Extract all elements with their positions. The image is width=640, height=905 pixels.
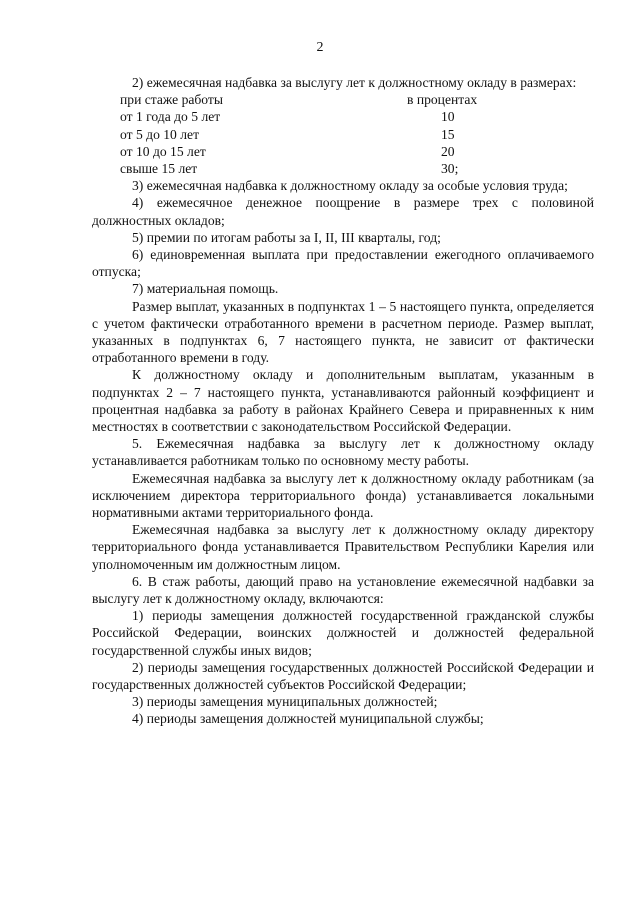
paragraph-clause-5: 5. Ежемесячная надбавка за выслугу лет к должностному окладу устанавливается работникам только по основному месту работы. [92,436,594,469]
table-header-percent: в процентах [407,92,478,108]
service-years-table [92,91,594,177]
table-cell-range: от 10 до 15 лет [120,143,206,159]
table-row [92,160,594,177]
table-header-experience: при стаже работы [120,92,224,108]
table-row [92,143,594,160]
table-cell-value: 15 [441,126,455,142]
table-cell-value: 20 [441,143,455,159]
table-cell-value: 10 [441,109,455,125]
table-cell-range: от 1 года до 5 лет [120,109,221,125]
table-header-row [92,91,594,108]
paragraph-special-conditions: 3) ежемесячная надбавка к должностному окладу за особые условия труда; [132,178,568,194]
page-number: 2 [316,40,324,55]
table-cell-range: от 5 до 10 лет [120,126,200,142]
table-cell-range: свыше 15 лет [120,160,198,176]
paragraph-local-acts: Ежемесячная надбавка за выслугу лет к должностному окладу работникам (за исключением директора территориального фонда) устанавливается локальными нормативными актами территориального фонда. [92,470,594,520]
paragraph-payment-amount: Размер выплат, указанных в подпунктах 1 – 5 настоящего пункта, определяется с учетом фактически отработанного времени в расчетном периоде. Размер выплат, указанных в подпунктах 6, 7 настоящего пункта, не зависит от фактически отработанного времени в году. [92,298,594,366]
paragraph-municipal-service: 4) периоды замещения должностей муниципальной службы; [132,711,484,727]
paragraph-material-aid: 7) материальная помощь. [132,281,279,297]
paragraph-monetary-incentive: 4) ежемесячное денежное поощрение в размере трех с половиной должностных окладов; [92,195,594,228]
paragraph-regional-coefficient: К должностному окладу и дополнительным выплатам, указанным в подпунктах 2 – 7 настоящего пункта, устанавливаются районный коэффициент и процентная надбавка за работу в районах Крайнего Севера и приравненных к ним местностях в соответствии с законодательством Российской Федерации. [92,367,594,434]
paragraph-allowance-service-years: 2) ежемесячная надбавка за выслугу лет к должностному окладу в размерах: [132,75,577,90]
table-row [92,126,594,143]
paragraph-director-allowance: Ежемесячная надбавка за выслугу лет к должностному окладу директору территориального фонда устанавливается Правительством Республики Карелия или уполномоченным им должностным лицом. [92,522,594,572]
paragraph-vacation-payment: 6) единовременная выплата при предоставлении ежегодного оплачиваемого отпуска; [92,246,594,280]
paragraph-civil-service-periods: 1) периоды замещения должностей государственной гражданской службы Российской Федерации, воинских должностей и должностей федеральной государственной службы иных видов; [92,608,594,658]
table-row [92,108,594,125]
paragraph-state-positions: 2) периоды замещения государственных должностей Российской Федерации и государственных должностей субъектов Российской Федерации; [92,659,594,693]
table-cell-value: 30; [441,160,459,176]
document-body [92,74,594,728]
paragraph-bonuses: 5) премии по итогам работы за I, II, III кварталы, год; [132,229,441,245]
paragraph-municipal-positions: 3) периоды замещения муниципальных должностей; [132,694,438,710]
paragraph-clause-6: 6. В стаж работы, дающий право на установление ежемесячной надбавки за выслугу лет к должностному окладу, включаются: [92,573,594,607]
